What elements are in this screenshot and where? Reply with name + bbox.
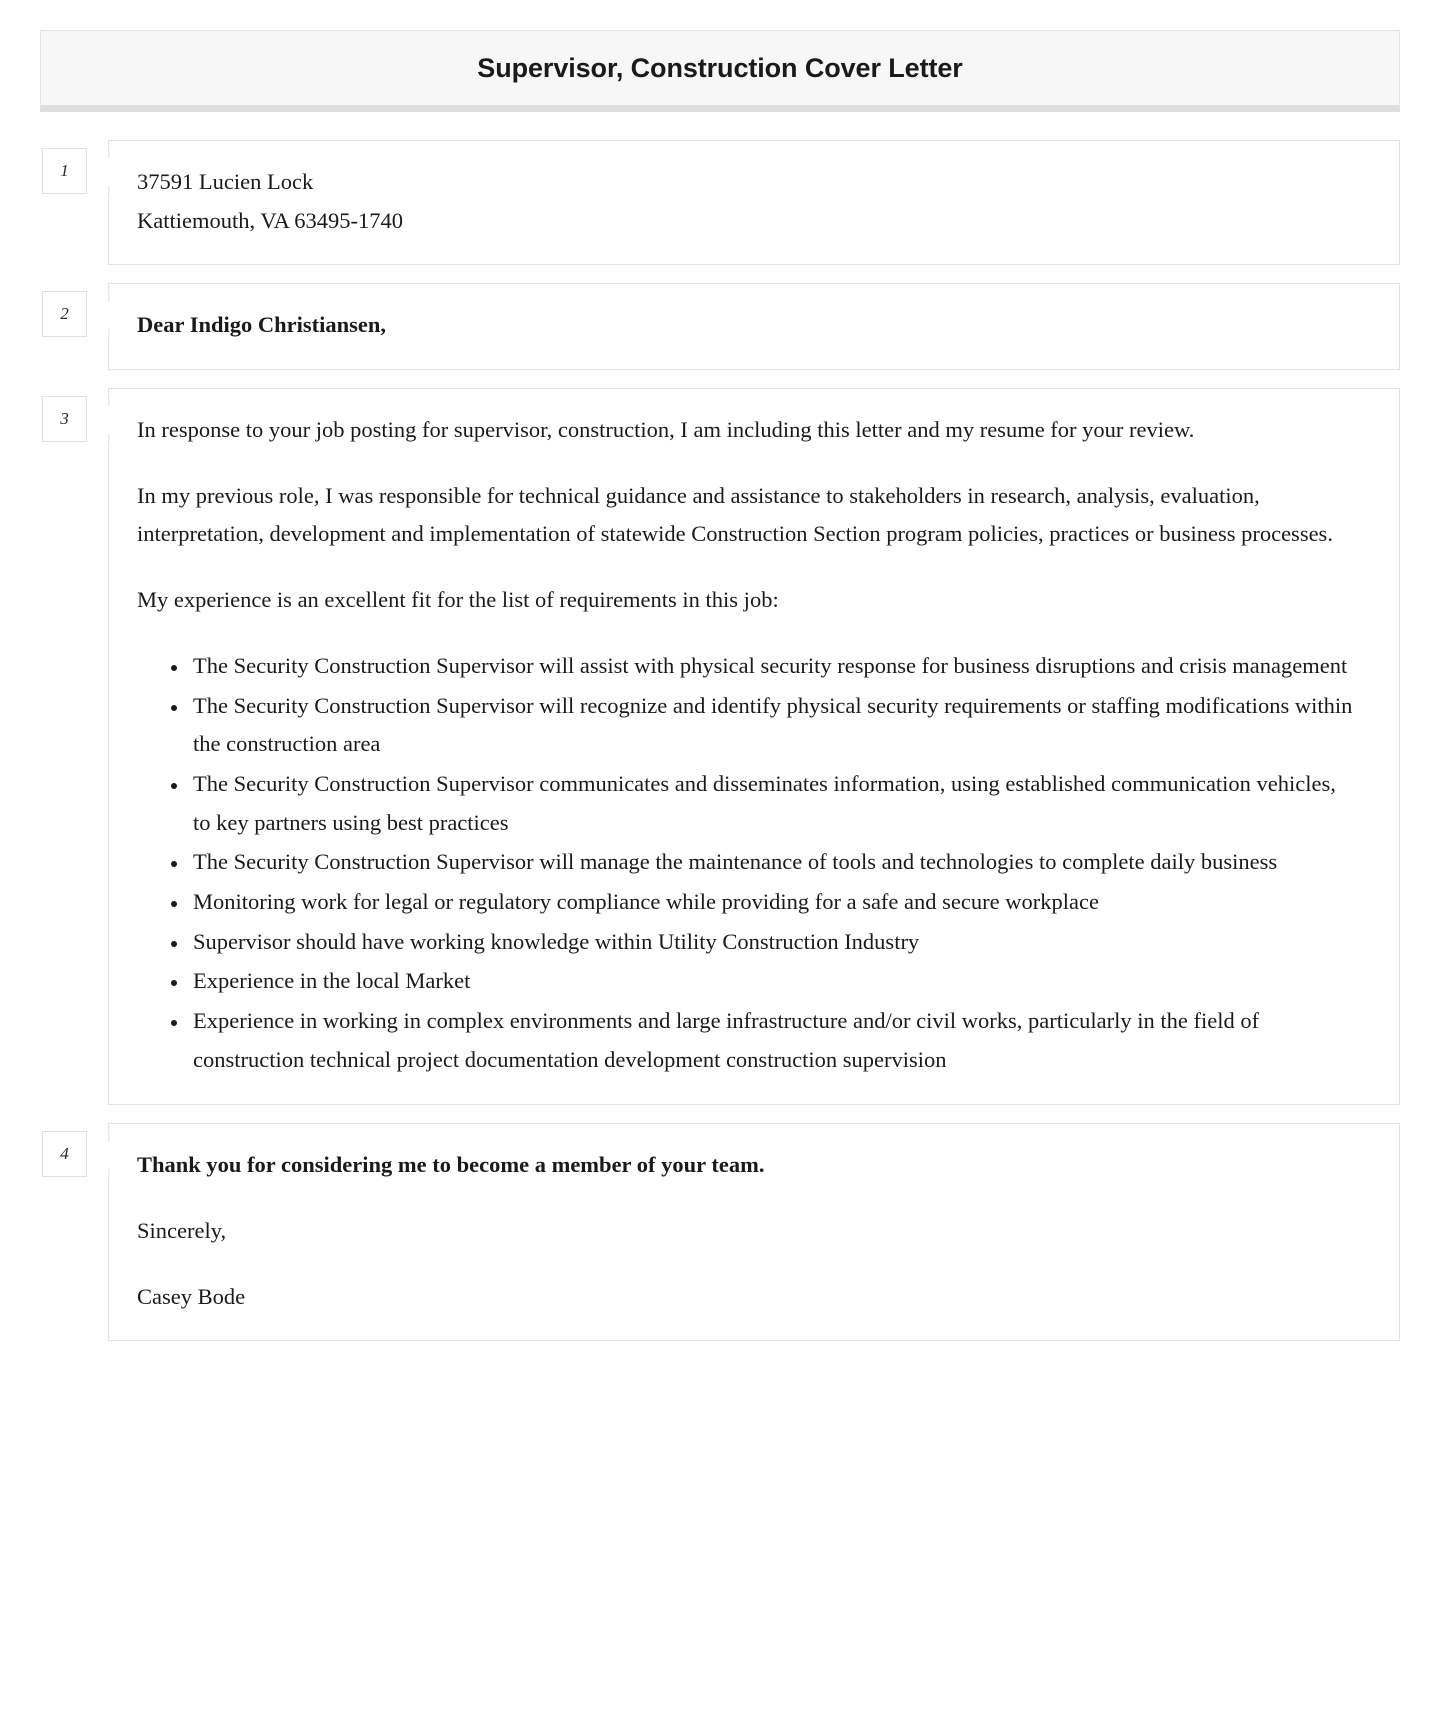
list-item: • The Security Construction Supervisor will manage the maintenance of tools and technologies to complete daily business [189,843,1359,882]
page-title: Supervisor, Construction Cover Letter [477,52,963,83]
section-panel-wrap [108,283,1400,370]
body-paragraph: My experience is an excellent fit for the list of requirements in this job: [137,587,779,613]
list-item: • The Security Construction Supervisor will assist with physical security response for business disruptions and crisis management [189,647,1359,686]
requirements-list [137,647,1359,1080]
section-panel-wrap [108,1123,1400,1341]
closing-name: Casey Bode [137,1283,246,1309]
address-line-2: Kattiemouth, VA 63495-1740 [137,207,404,233]
section-panel[interactable] [108,1123,1400,1341]
document-header [40,30,1400,112]
chevron-notch-icon [108,149,128,195]
list-item: • Experience in working in complex environments and large infrastructure and/or civil works, particularly in the field of construction technical project documentation development construction supervision [189,1002,1359,1079]
section-number-badge[interactable]: 1 [42,148,87,194]
section-number-badge[interactable]: 4 [42,1131,87,1177]
section-panel-wrap [108,388,1400,1105]
section-address [0,140,1400,265]
section-panel[interactable] [108,388,1400,1105]
closing-thanks: Thank you for considering me to become a member of your team. [137,1152,765,1178]
section-panel[interactable] [108,140,1400,265]
body-paragraph: In response to your job posting for supervisor, construction, I am including this letter and my resume for your review. [137,417,1195,443]
list-item: • Experience in the local Market [189,962,1359,1001]
section-salutation [0,283,1400,370]
salutation-text: Dear Indigo Christiansen, [137,312,386,338]
closing-signoff: Sincerely, [137,1218,227,1244]
list-item: • The Security Construction Supervisor will recognize and identify physical security requirements or staffing modifications within the construction area [189,687,1359,764]
address-line-1: 37591 Lucien Lock [137,169,314,194]
section-panel-wrap [108,140,1400,265]
section-panel[interactable] [108,283,1400,370]
list-item: • Supervisor should have working knowledge within Utility Construction Industry [189,923,1359,962]
section-number-badge[interactable]: 2 [42,291,87,337]
section-body [0,388,1400,1105]
body-paragraph: In my previous role, I was responsible for technical guidance and assistance to stakeholders in research, analysis, evaluation, interpretation, development and implementation of statewide Construction Section program policies, practices or business processes. [137,482,1333,547]
section-number-badge[interactable]: 3 [42,396,87,442]
list-item: • Monitoring work for legal or regulatory compliance while providing for a safe and secure workplace [189,883,1359,922]
section-closing [0,1123,1400,1341]
chevron-notch-icon [108,1132,128,1178]
chevron-notch-icon [108,397,128,443]
chevron-notch-icon [108,292,128,338]
list-item: • The Security Construction Supervisor communicates and disseminates information, using established communication vehicles, to key partners using best practices [189,765,1359,842]
sections-container [0,140,1440,1341]
document-page [0,30,1440,1341]
